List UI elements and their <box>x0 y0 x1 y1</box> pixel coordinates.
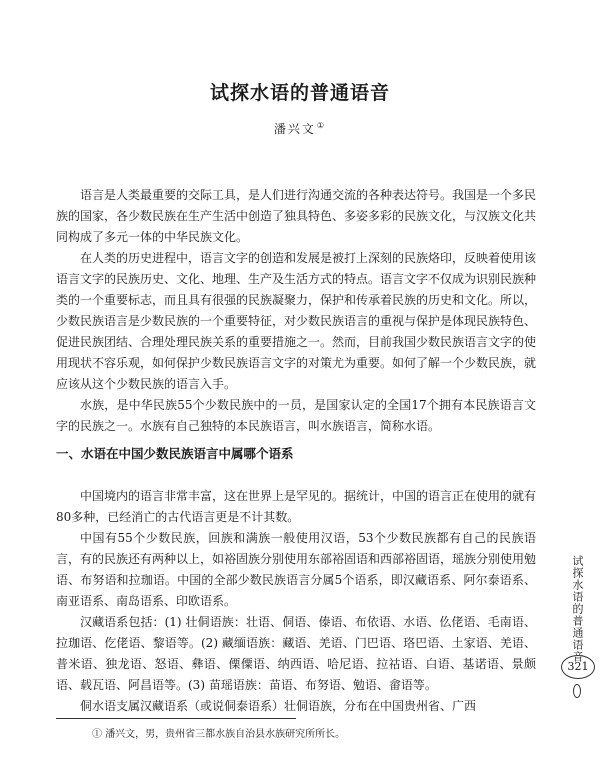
running-title: 试探水语的普通语音 <box>571 555 584 663</box>
page-number: 321 <box>561 655 595 679</box>
section-text <box>56 486 536 717</box>
margin-mark-icon <box>573 684 581 698</box>
paragraph: 在人类的历史进程中，语言文字的创造和发展是被打上深刻的民族烙印，反映着使用该语言文字的民族历史、文化、地理、生产及生活方式的特点。语言文字不仅成为识别民族种类的一个重要标志，而且具有很强的民族凝聚力，保护和传承着民族的历史和文化。所以，少数民族语言是少数民族的一个重要特征，对少数民族语言的重视与保护是体现民族特色、促进民族团结、合理处理民族关系的重要措施之一。然而，目前我国少数民族语言文字的使用现状不容乐观，如何保护少数民族语言文字的对策尤为重要。如何了解一个少数民族，就应该从这个少数民族的语言入手。 <box>56 251 537 391</box>
footnote-marker: ① <box>92 729 102 740</box>
paragraph: 侗水语支属汉藏语系（或说侗泰语系）壮侗语族，分布在中国贵州省、广西 <box>80 699 477 713</box>
footnote-text: 潘兴文，男，贵州省三都水族自治县水族研究所所长。 <box>105 729 346 740</box>
intro-text <box>56 185 536 437</box>
article-title: 试探水语的普通语音 <box>209 82 390 104</box>
section-heading: 一、水语在中国少数民族语言中属哪个语系 <box>56 446 294 461</box>
paragraph: 语言是人类最重要的交际工具，是人们进行沟通交流的各种表达符号。我国是一个多民族的国家，各少数民族在生产生活中创造了独具特色、多姿多彩的民族文化，与汉族文化共同构成了多元一体的中华民族文化。 <box>56 188 537 244</box>
paragraph: 中国有55个少数民族，回族和满族一般使用汉语，53个少数民族都有自己的民族语言，有的民族还有两种以上，如裕固族分别使用东部裕固语和西部裕固语，瑶族分别使用勉语、布努语和拉珈语。中国的全部少数民族语言分属5个语系，即汉藏语系、阿尔泰语系、南亚语系、南岛语系、印欧语系。 <box>56 531 537 608</box>
paragraph: 汉藏语系包括：(1) 壮侗语族：壮语、侗语、傣语、布依语、水语、仫佬语、毛南语、拉珈语、仡佬语、黎语等。(2) 藏缅语族：藏语、羌语、门巴语、珞巴语、土家语、羌语、普米语、独龙语、怒语、彝语、傈僳语、纳西语、哈尼语、拉祜语、白语、基诺语、景颇语、载瓦语、阿昌语等。(3) 苗瑶语族：苗语、布努语、勉语、畲语等。 <box>56 615 536 692</box>
footnote <box>92 728 542 742</box>
author-name: 潘兴文 <box>273 122 316 136</box>
author-line <box>0 120 600 137</box>
footnote-rule <box>56 718 296 719</box>
paragraph: 中国境内的语言非常丰富，这在世界上是罕见的。据统计，中国的语言正在使用的就有80多种，已经消亡的古代语言更是不计其数。 <box>56 489 537 524</box>
author-note-marker: ① <box>316 121 327 130</box>
paragraph: 水族，是中华民族55个少数民族中的一员，是国家认定的全国17个拥有本民族语言文字的民族之一。水族有自己独特的本民族语言，叫水族语言，简称水语。 <box>56 398 536 433</box>
